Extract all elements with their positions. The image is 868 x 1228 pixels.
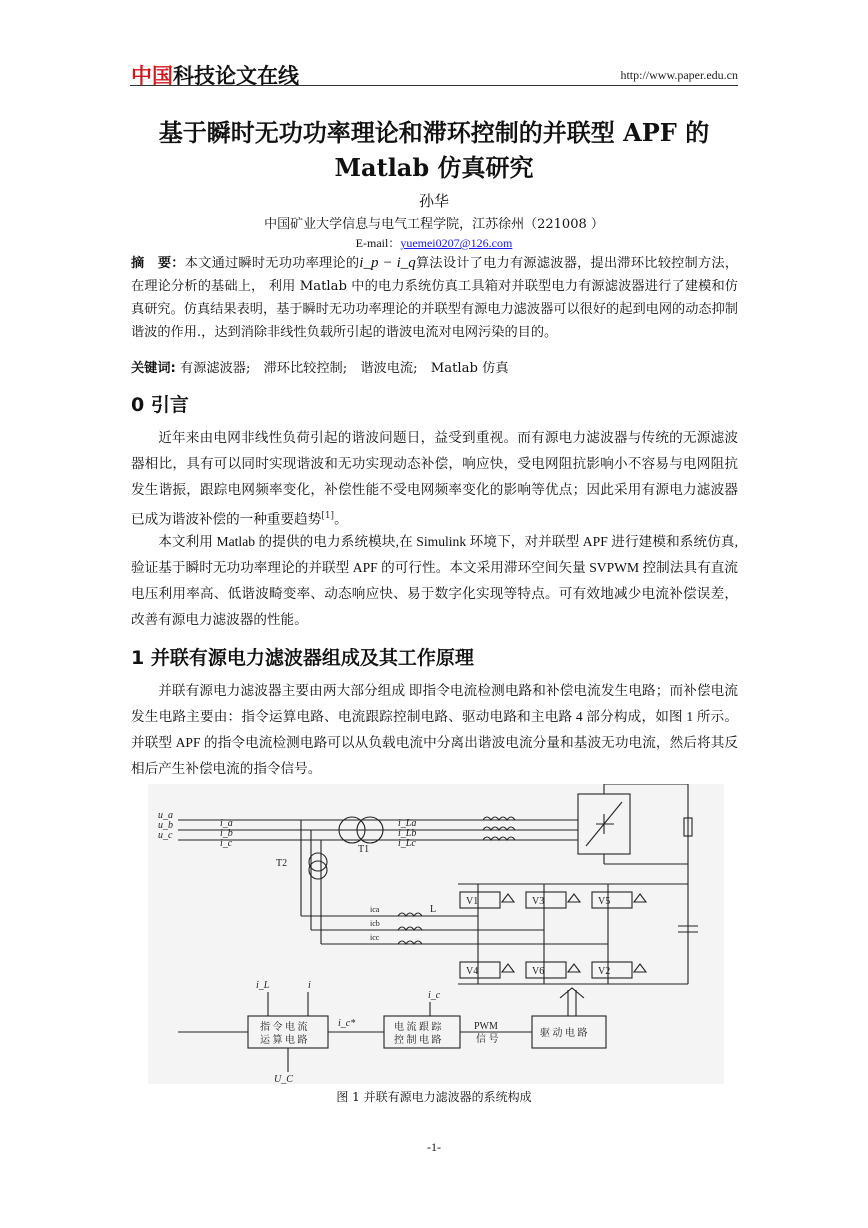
email-link[interactable]: yuemei0207@126.com (400, 236, 513, 250)
label-V4: V4 (466, 966, 479, 977)
pwm-line1: PWM (474, 1021, 498, 1032)
label-iL: i_L (256, 980, 270, 991)
label-L: L (430, 904, 437, 915)
abstract-text-after: 算法设计了电力有源滤波器，提出滞环比较控制方法， 在理论分析的基础上， 利用 Matlab 中的电力系统仿真工具箱对并联型电力有源滤波器进行了建模和仿真研究。仿真结果表明，基于瞬时无功功率理论的并联型有源电力滤波器可以很好的起到电网的动态抑制谐波的作用.，达到消除非线性负载所引起的谐波电流对电网污染的目的。 (131, 256, 739, 340)
block2-line1: 电 流 跟 踪 (394, 1022, 442, 1033)
label-ua: u_a (158, 810, 173, 821)
pwm-line2: 信 号 (476, 1034, 499, 1045)
abstract-label: 摘 要： (131, 256, 185, 271)
block1-line2: 运 算 电 路 (260, 1035, 308, 1046)
block1-line1: 指 令 电 流 (260, 1022, 308, 1033)
s0-p1-text: 近年来由电网非线性负荷引起的谐波问题日，益受到重视。而有源电力滤波器与传统的无源滤波器相比，具有可以同时实现谐波和无功实现动态补偿，响应快，受电网阻抗影响小不容易与电网阻抗发生谐振，跟踪电网频率变化，补偿性能不受电网频率变化的影响等优点；因此采用有源电力滤波器已成为谐波补偿的一种重要趋势 (131, 430, 738, 528)
label-T1: T1 (358, 844, 370, 855)
author: 孙华 (418, 192, 449, 210)
label-ic: i_c (220, 838, 233, 849)
label-V2: V2 (598, 966, 611, 977)
abstract-text-before: 本文通过瞬时无功功率理论的 (184, 256, 360, 271)
label-ib: i_b (220, 828, 233, 839)
header-url[interactable]: http://www.paper.edu.cn (620, 68, 738, 82)
label-ia: i_a (220, 818, 233, 829)
label-UC: U_C (274, 1074, 293, 1084)
section-0-heading: 0 引言 (131, 394, 189, 416)
header-rule (130, 85, 738, 86)
label-iLc: i_Lc (398, 838, 416, 849)
label-ic-in: i_c (428, 990, 441, 1001)
label-V1: V1 (466, 896, 479, 907)
label-icb: icb (370, 919, 380, 928)
label-uc: u_c (158, 830, 173, 841)
label-ub: u_b (158, 820, 173, 831)
section-0-paragraph-1 (131, 425, 738, 533)
abstract-formula: i_p − i_q (359, 255, 416, 271)
keywords-label: 关键词: (131, 361, 176, 376)
abstract (131, 252, 738, 344)
section-1-heading: 1 并联有源电力滤波器组成及其工作原理 (131, 647, 474, 669)
affiliation: 中国矿业大学信息与电气工程学院，江苏徐州（221008 ） (264, 217, 604, 232)
keywords-text: 有源滤波器; 滞环比较控制; 谐波电流; Matlab 仿真 (180, 361, 509, 376)
label-ic-star: i_c* (338, 1018, 356, 1029)
label-V5: V5 (598, 896, 611, 907)
logo-red-part: 中国 (131, 64, 173, 88)
label-ica: ica (370, 905, 380, 914)
citation-ref[interactable]: [1] (321, 511, 335, 521)
email-label: E-mail： (355, 236, 401, 250)
label-icc: icc (370, 933, 380, 942)
keywords (131, 357, 509, 376)
label-T2: T2 (276, 858, 288, 869)
section-0-paragraph-2: 本文利用 Matlab 的提供的电力系统模块,在 Simulink 环境下，对并联型 APF 进行建模和系统仿真,验证基于瞬时无功功率理论的并联型 APF 的可行性。本文采用滞环空间矢量 SVPWM 控制法具有直流电压利用率高、低谐波畸变率、动态响应快、易于数字化实现等特点。可有效地减少电流补偿误差，改善有源电力滤波器的性能。 (131, 534, 738, 627)
label-iLb: i_Lb (398, 828, 417, 839)
figure-1-caption: 图 1 并联有源电力滤波器的系统构成 (336, 1090, 532, 1104)
label-i: i (308, 980, 311, 991)
paper-title-line2: Matlab 仿真研究 (334, 153, 534, 182)
s0-p1-end: 。 (334, 511, 348, 528)
label-V3: V3 (532, 896, 545, 907)
label-V6: V6 (532, 966, 545, 977)
section-1-paragraph-1: 并联有源电力滤波器主要由两大部分组成 即指令电流检测电路和补偿电流发生电路；而补偿电流发生电路主要由：指令运算电路、电流跟踪控制电路、驱动电路和主电路 4 部分构成，如图 1 所示。并联型 APF 的指令电流检测电路可以从负载电流中分离出谐波电流分量和基波无功电流，然后将其反相后产生补偿电流的指令信号。 (131, 683, 738, 776)
logo-black-part: 科技论文在线 (173, 64, 299, 88)
paper-title-line1: 基于瞬时无功功率理论和滞环控制的并联型 APF 的 (158, 118, 710, 147)
block2-line2: 控 制 电 路 (394, 1035, 442, 1046)
block3-label: 驱 动 电 路 (540, 1028, 588, 1039)
page-number: -1- (427, 1140, 441, 1154)
figure-1-circuit-diagram (148, 784, 724, 1084)
email-line (130, 234, 738, 251)
label-iLa: i_La (398, 818, 417, 829)
